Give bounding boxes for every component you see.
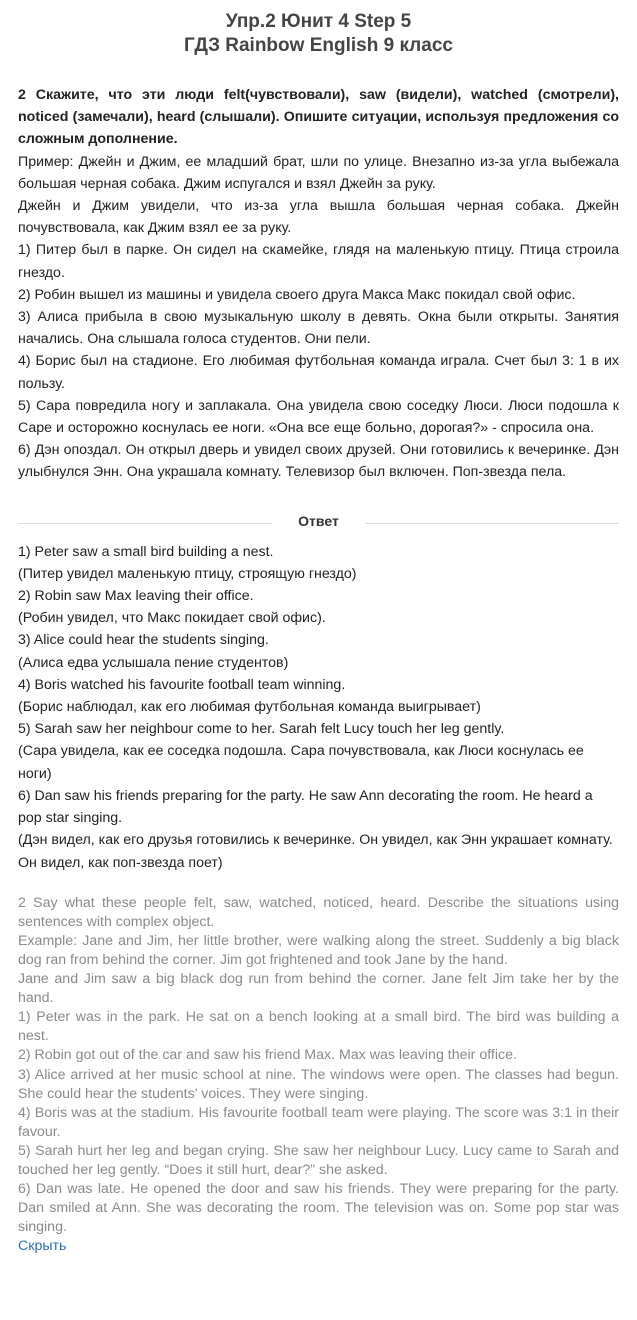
answer-line: 4) Boris watched his favourite football team winning. [18,676,346,693]
english-line: 6) Dan was late. He opened the door and saw his friends. They were preparing for the party. Dan smiled at Ann. She was decorating the room. The television was on. Some pop star was singing. [18,1181,619,1236]
task-instruction: 2 Скажите, что эти люди felt(чувствовали), saw (видели), watched (смотрели), noticed (замечали), heard (слышали). Опишите ситуации, используя предложения со сложным дополнение. [18,87,619,148]
task-line: 4) Борис был на стадионе. Его любимая футбольная команда играла. Счет был 3: 1 в их пользу. [18,353,619,392]
answer-line: (Алиса едва услышала пение студентов) [18,654,289,671]
english-line: Jane and Jim saw a big black dog run from behind the corner. Jane felt Jim take her by the hand. [18,971,619,1007]
english-line: 4) Boris was at the stadium. His favourite football team were playing. The score was 3:1 in their favour. [18,1104,619,1140]
task-line: 2) Робин вышел из машины и увидела своего друга Макса Макс покидал свой офис. [18,286,576,303]
answer-line: (Робин увидел, что Макс покидает свой офис). [18,610,326,627]
answer-heading: Ответ [272,513,365,529]
task-line: 1) Питер был в парке. Он сидел на скамейке, глядя на маленькую птицу. Птица строила гнездо. [18,242,619,281]
answer-line: (Питер увидел маленькую птицу, строящую гнездо) [18,565,357,582]
page-title [18,10,619,58]
answer-line: 6) Dan saw his friends preparing for the party. He saw Ann decorating the room. He heard a pop star singing. [18,787,593,827]
english-line: 5) Sarah hurt her leg and began crying. She saw her neighbour Lucy. Lucy came to Sarah and touched her leg gently. “Does it still hurt, dear?” she asked. [18,1142,619,1179]
answer-line: 2) Robin saw Max leaving their office. [18,588,254,605]
english-line: Example: Jane and Jim, her little brother, were walking along the street. Suddenly a big black dog ran from behind the corner. Jim got frightened and took Jane by the hand. [18,932,619,968]
answer-line: 3) Alice could hear the students singing. [18,632,269,649]
task-line: 5) Сара повредила ногу и заплакала. Она увидела свою соседку Люси. Люси подошла к Саре и осторожно коснулась ее ноги. «Она все еще больно, дорогая?» - спросила она. [18,397,619,437]
answer-divider [18,513,619,533]
english-line: 2) Robin got out of the car and saw his friend Max. Max was leaving their office. [18,1047,517,1064]
hide-link[interactable]: Скрыть [18,1238,67,1255]
answer-section [18,541,619,874]
english-line: 1) Peter was in the park. He sat on a bench looking at a small bird. The bird was building a nest. [18,1009,619,1045]
title-line-1: Упр.2 Юнит 4 Step 5 [225,11,412,32]
english-original-section [18,894,619,1257]
task-line: Джейн и Джим увидели, что из-за угла вышла большая черная собака. Джейн почувствовала, как Джим взял ее за руку. [18,198,619,237]
task-line: 3) Алиса прибыла в свою музыкальную школу в девять. Окна были открыты. Занятия начались. Она слышала голоса студентов. Они пели. [18,309,619,348]
task-line: Пример: Джейн и Джим, ее младший брат, шли по улице. Внезапно из-за угла выбежала большая черная собака. Джим испугался и взял Джейн за руку. [18,153,619,192]
task-line: 6) Дэн опоздал. Он открыл дверь и увидел своих друзей. Они готовились к вечеринке. Дэн улыбнулся Энн. Она украшала комнату. Телевизор был включен. Поп-звезда пела. [18,442,619,481]
title-line-2: ГДЗ Rainbow English 9 класс [184,35,453,56]
task-section [18,84,619,484]
answer-line: 1) Peter saw a small bird building a nest. [18,543,274,560]
english-line: 3) Alice arrived at her music school at nine. The windows were open. The classes had begun. She could hear the students’ voices. They were singing. [18,1066,619,1102]
answer-line: (Борис наблюдал, как его любимая футбольная команда выигрывает) [18,699,481,716]
answer-line: (Сара увидела, как ее соседка подошла. Сара почувствовала, как Люси коснулась ее ноги) [18,743,584,782]
english-line: 2 Say what these people felt, saw, watched, noticed, heard. Describe the situations using sentences with complex object. [18,894,619,930]
answer-line: 5) Sarah saw her neighbour come to her. Sarah felt Lucy touch her leg gently. [18,721,505,738]
page [0,10,637,1256]
answer-line: (Дэн видел, как его друзья готовились к вечеринке. Он увидел, как Энн украшает комнату. Он видел, как поп-звезда поет) [18,832,613,871]
